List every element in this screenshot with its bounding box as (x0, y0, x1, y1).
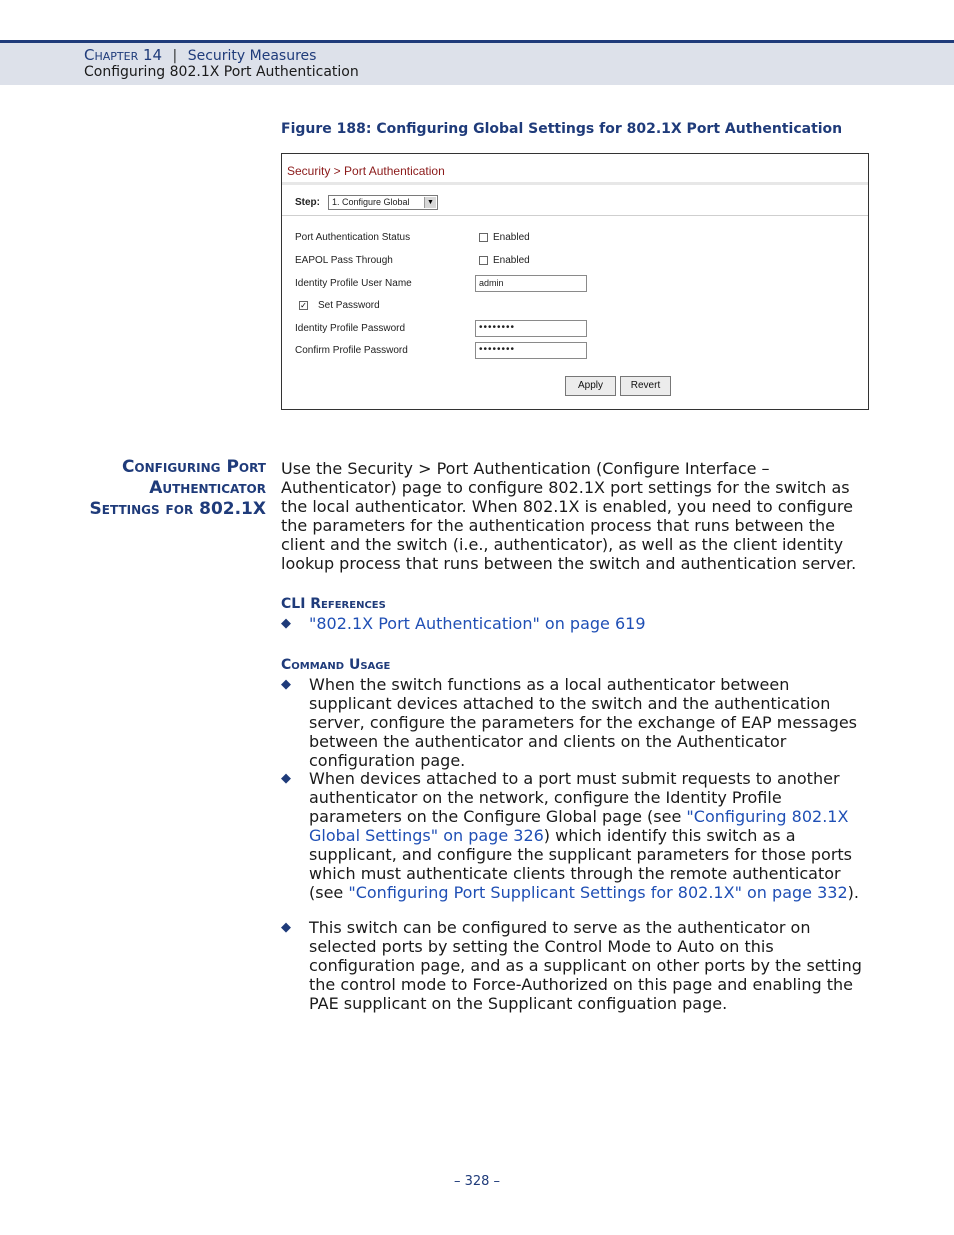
identity-user-name-input[interactable]: admin (475, 275, 587, 292)
page-number: – 328 – (453, 1174, 501, 1189)
confirm-password-label: Confirm Profile Password (295, 345, 408, 356)
identity-password-label: Identity Profile Password (295, 323, 406, 334)
section-heading-line3: Settings for 802.1X (89, 499, 266, 519)
bullet-icon: ◆ (281, 920, 291, 935)
cli-reference-link[interactable]: "802.1X Port Authentication" on page 619 (309, 614, 646, 633)
identity-password-input[interactable]: •••••••• (475, 320, 587, 337)
chapter-title: Security Measures (187, 48, 317, 64)
command-usage-heading: Command Usage (281, 657, 391, 673)
revert-button[interactable]: Revert (620, 376, 671, 396)
usage-bullet-3: This switch can be configured to serve as the authenticator on selected ports by setting the Control Mode to Auto on this configuration page, and as a supplicant on other ports by the setting the control mode to Force-Authorized on this page and enabling the PAE supplicant on the Supplicant configuation page. (309, 918, 862, 1013)
port-auth-status-checkbox[interactable] (479, 233, 488, 242)
bullet-icon: ◆ (281, 771, 291, 786)
set-password-checkbox[interactable]: ✓ (300, 301, 307, 310)
chevron-down-icon[interactable]: ▼ (424, 197, 436, 208)
supplicant-settings-link[interactable]: "Configuring Port Supplicant Settings for 802.1X" on page 332 (348, 883, 848, 902)
figure-screenshot (281, 153, 869, 410)
section-title: Configuring 802.1X Port Authentication (84, 64, 359, 80)
bullet-icon: ◆ (281, 677, 291, 692)
title-divider (282, 182, 868, 185)
usage-bullet-2-text-b: ) which identify this switch as a supplicant, and configure the supplicant parameters for those ports which must authenticate clients through the remote authenticator (see (309, 826, 853, 902)
confirm-password-input[interactable]: •••••••• (475, 342, 587, 359)
port-auth-status-label: Port Authentication Status (295, 232, 411, 243)
figure-caption: Figure 188: Configuring Global Settings for 802.1X Port Authentication (281, 121, 843, 137)
apply-button[interactable]: Apply (565, 376, 616, 396)
global-settings-link[interactable]: "Configuring 802.1X Global Settings" on page 326 (309, 807, 849, 845)
section-heading (60, 457, 266, 520)
step-select[interactable] (328, 195, 438, 210)
eapol-pass-through-enabled-text: Enabled (493, 255, 530, 266)
header-separator: | (172, 48, 178, 64)
chapter-label: Chapter 14 (84, 46, 163, 64)
usage-bullet-1: When the switch functions as a local authenticator between supplicant devices attached to the switch and the authentication server, configure the parameters for the exchange of EAP messages between the authenticator and clients on the Authenticator configuration page. (309, 675, 857, 770)
port-auth-status-enabled-text: Enabled (493, 232, 530, 243)
usage-bullet-2-text-c: ). (847, 883, 859, 902)
identity-user-name-label: Identity Profile User Name (295, 278, 412, 289)
section-heading-line1: Configuring Port (121, 457, 266, 477)
step-select-value: 1. Configure Global (332, 197, 410, 207)
form-divider (282, 215, 868, 216)
set-password-label: Set Password (318, 300, 380, 311)
breadcrumb: Security > Port Authentication (287, 164, 445, 178)
chapter-line (84, 46, 316, 64)
intro-paragraph: Use the Security > Port Authentication (Configure Interface – Authenticator) page to configure 802.1X port settings for the switch as the local authenticator. When 802.1X is enabled, you need to configure the parameters for the authentication process that runs between the client and the switch (i.e., authenticator), as well as the client identity lookup process that runs between the switch and authentication server. (281, 459, 857, 573)
bullet-icon: ◆ (281, 616, 291, 631)
cli-references-heading: CLI References (281, 596, 386, 612)
usage-bullet-2-text-a: When devices attached to a port must submit requests to another authenticator on the network, configure the Identity Profile parameters on the Configure Global page (see (309, 769, 840, 826)
usage-bullet-2 (309, 769, 873, 902)
eapol-pass-through-label: EAPOL Pass Through (295, 255, 393, 266)
section-heading-line2: Authenticator (149, 478, 266, 498)
step-label: Step: (295, 197, 320, 208)
eapol-pass-through-checkbox[interactable] (479, 256, 488, 265)
